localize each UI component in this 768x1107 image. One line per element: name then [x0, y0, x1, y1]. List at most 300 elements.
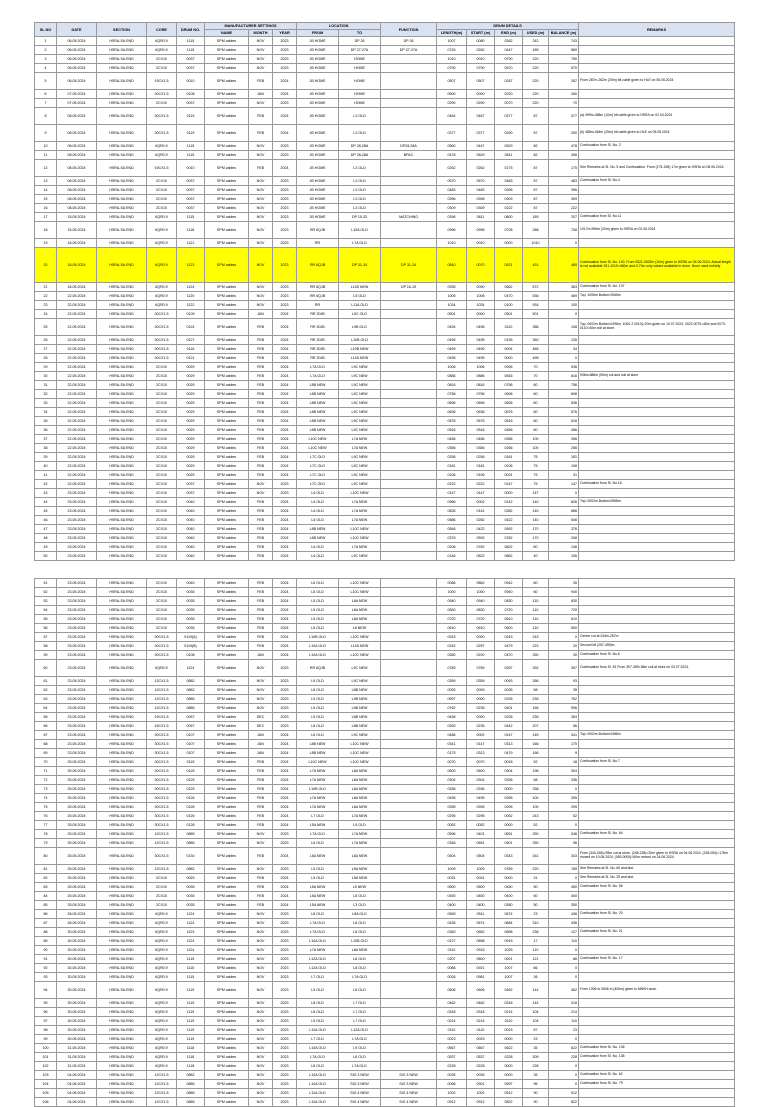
table-row: [35, 1044, 735, 1053]
cell-balance: 70: [549, 99, 579, 108]
cell-section: HSRA-SA END: [97, 1035, 147, 1044]
cell-drum: 0029: [177, 426, 205, 435]
cell-end: 0898: [495, 928, 523, 937]
cell-year: 2024: [273, 363, 297, 372]
cell-used: 90: [523, 1089, 549, 1098]
cell-name: SPM cables: [205, 794, 249, 803]
cell-name: SPM cables: [205, 633, 249, 642]
cell-name: SPM cables: [205, 498, 249, 507]
cell-sl: 65: [35, 713, 57, 722]
table-row: [35, 1017, 735, 1026]
cell-year: 2023: [273, 480, 297, 489]
cell-name: SPM cables: [205, 812, 249, 821]
cell-start: 0537: [467, 1053, 495, 1062]
cell-balance: 377: [549, 108, 579, 125]
cell-month: FEB: [249, 624, 273, 633]
table-row: [35, 821, 735, 830]
cell-year: 2023: [273, 489, 297, 498]
cell-core: 30CX1.5: [147, 821, 177, 830]
cell-to: L7A NEW: [339, 435, 381, 444]
cell-year: 2023: [273, 46, 297, 55]
table-row: [35, 46, 735, 55]
cell-start: 0228: [467, 1062, 495, 1071]
cell-month: NOV: [249, 46, 273, 55]
cell-drum: 0040: [177, 543, 205, 552]
cell-length: 0376: [437, 534, 467, 543]
cell-remarks: [579, 453, 735, 462]
cell-remarks: [579, 435, 735, 444]
cell-start: 0052: [467, 821, 495, 830]
cell-core: 12CX1.5: [147, 839, 177, 848]
cell-drum: 0108: [177, 651, 205, 660]
cell-month: FEB: [249, 776, 273, 785]
cell-drum: 0037: [177, 177, 205, 186]
cell-end: 0000: [495, 785, 523, 794]
cell-end: 0816: [495, 372, 523, 381]
cell-drum: 0040: [177, 525, 205, 534]
cell-end: 0309: [495, 195, 523, 204]
cell-from: L5A NEW: [297, 901, 339, 910]
cell-section: HSRA-SA END: [97, 660, 147, 677]
cell-name: SPM cables: [205, 964, 249, 973]
cell-balance: 743: [549, 37, 579, 46]
cell-sl: 34: [35, 408, 57, 417]
cell-name: SPM cables: [205, 160, 249, 177]
cell-section: HSRA-SA END: [97, 928, 147, 937]
cell-end: 0395: [495, 794, 523, 803]
cell-core: 6QR0.9: [147, 1017, 177, 1026]
cell-to: L9C NEW: [339, 677, 381, 686]
cell-core: 2CX10: [147, 363, 177, 372]
cell-function: [381, 516, 437, 525]
cell-drum: 1124: [177, 660, 205, 677]
cell-used: 572: [523, 283, 549, 292]
cell-year: 2024: [273, 606, 297, 615]
cell-function: [381, 1035, 437, 1044]
cell-from: L8B NEW: [297, 417, 339, 426]
cell-section: HSRA-SA END: [97, 399, 147, 408]
cell-balance: 106: [549, 462, 579, 471]
cell-drum: 0882: [177, 686, 205, 695]
cell-drum: 0029: [177, 417, 205, 426]
cell-date: 23.05.2024: [57, 489, 97, 498]
table-row: [35, 142, 735, 151]
table-header: [35, 23, 735, 37]
cell-remarks: From 287m-262m (25m) bit cable given to HLE on 06.05.2024: [579, 73, 735, 90]
cell-sl: 37: [35, 435, 57, 444]
cell-month: FEB: [249, 125, 273, 142]
cell-remarks: [579, 1062, 735, 1071]
cell-section: HSRA-SA END: [97, 982, 147, 999]
cell-start: 0257: [467, 642, 495, 651]
cell-to: L6A NEW: [339, 946, 381, 955]
cell-length: 1005: [437, 292, 467, 301]
cell-from: L7A OLD: [297, 363, 339, 372]
cell-function: [381, 354, 437, 363]
cell-start: 0500: [467, 767, 495, 776]
cell-remarks: Continuation from Sl. No.11: [579, 213, 735, 222]
cell-core: 6QR0.9: [147, 142, 177, 151]
cell-used: 58: [523, 686, 549, 695]
cell-from: L7A OLD: [297, 1053, 339, 1062]
table-row: [35, 686, 735, 695]
cell-balance: 456: [549, 426, 579, 435]
cell-function: [381, 794, 437, 803]
cell-drum: 1115: [177, 37, 205, 46]
cell-used: 104: [523, 1008, 549, 1017]
cell-remarks: [579, 516, 735, 525]
table-row: [35, 435, 735, 444]
cell-sl: 24: [35, 310, 57, 319]
cell-start: 0570: [467, 177, 495, 186]
cell-year: 2023: [273, 713, 297, 722]
cell-from: JB HOME: [297, 64, 339, 73]
cell-from: L9 OLD: [297, 677, 339, 686]
cell-end: 0235: [495, 695, 523, 704]
cell-balance: 436: [549, 910, 579, 919]
cell-name: SPM cables: [205, 248, 249, 283]
cell-to: L3 OLD: [339, 125, 381, 142]
cell-remarks: (b) 488m-464m (25m) bit cable given to HLE on 05.05.2024: [579, 125, 735, 142]
cell-balance: 396: [549, 151, 579, 160]
cell-from: L10C NEW: [297, 444, 339, 453]
cell-length: 1007: [437, 37, 467, 46]
cell-core: 2CX10: [147, 525, 177, 534]
cell-length: 0686: [437, 516, 467, 525]
cell-used: 90: [523, 1098, 549, 1107]
cell-from: L11A OLD: [297, 1089, 339, 1098]
cell-from: L8B NEW: [297, 740, 339, 749]
cell-name: SPM cables: [205, 749, 249, 758]
cell-section: HSRA-SA END: [97, 677, 147, 686]
cell-name: SPM cables: [205, 937, 249, 946]
cell-to: SIG 4 NEW: [339, 1098, 381, 1107]
cell-name: SPM cables: [205, 919, 249, 928]
cell-remarks: 936m-886m (50m) cut and coil at store: [579, 372, 735, 381]
cell-section: HSRA-SA END: [97, 55, 147, 64]
cell-remarks: Continuation from Sl. No. 136: [579, 1044, 735, 1053]
cell-section: HSRA-SA END: [97, 1044, 147, 1053]
cell-used: 100: [523, 803, 549, 812]
cell-end: 0031: [495, 471, 523, 480]
cell-balance: 822: [549, 1098, 579, 1107]
cell-section: HSRA-SA END: [97, 946, 147, 955]
cell-name: SPM cables: [205, 955, 249, 964]
cell-sl: 8: [35, 108, 57, 125]
cell-name: SPM cables: [205, 1044, 249, 1053]
cell-sl: 5: [35, 73, 57, 90]
cell-to: L3 OLD: [339, 195, 381, 204]
cell-end: 0479: [495, 642, 523, 651]
cell-month: FEB: [249, 417, 273, 426]
cell-drum: 0029: [177, 408, 205, 417]
cell-from: L5A NEW: [297, 821, 339, 830]
cell-balance: 376: [549, 525, 579, 534]
cell-section: HSRA-SA END: [97, 633, 147, 642]
cell-end: 0447: [495, 46, 523, 55]
cell-year: 2024: [273, 453, 297, 462]
cell-sl: 30: [35, 372, 57, 381]
cell-remarks: [579, 55, 735, 64]
cell-start: 0290: [467, 99, 495, 108]
cell-from: L9 OLD: [297, 982, 339, 999]
cell-to: L9C NEW: [339, 462, 381, 471]
cell-remarks: [579, 624, 735, 633]
cell-function: [381, 186, 437, 195]
cell-remarks: [579, 821, 735, 830]
cell-to: L10C NEW: [339, 740, 381, 749]
cell-from: L8 OLD: [297, 686, 339, 695]
cell-core: 6QR0.9: [147, 1053, 177, 1062]
cell-end: 0350: [495, 901, 523, 910]
cell-date: 30.05.2024: [57, 1035, 97, 1044]
cell-name: SPM cables: [205, 695, 249, 704]
table-row: [35, 310, 735, 319]
cell-date: 22.05.2024: [57, 354, 97, 363]
cell-month: NOV: [249, 677, 273, 686]
cell-date: 08.05.2024: [57, 186, 97, 195]
cell-used: 147: [523, 489, 549, 498]
cell-name: SPM cables: [205, 345, 249, 354]
cell-from: L8B NEW: [297, 534, 339, 543]
cell-drum: 0037: [177, 55, 205, 64]
cell-core: 30CX1.5: [147, 767, 177, 776]
cell-end: 0610: [495, 615, 523, 624]
table-row: [35, 498, 735, 507]
cell-start: 0309: [467, 204, 495, 213]
cell-end: 0800: [495, 213, 523, 222]
cell-month: NOV: [249, 839, 273, 848]
cell-balance: 343: [549, 848, 579, 865]
cell-end: 0400: [495, 892, 523, 901]
cell-date: 23.05.2024: [57, 615, 97, 624]
cell-used: 23: [523, 1035, 549, 1044]
cell-to: HOME: [339, 90, 381, 99]
cell-date: 22.05.2024: [57, 301, 97, 310]
cell-remarks: [579, 1089, 735, 1098]
cell-section: HSRA-SA END: [97, 480, 147, 489]
cell-function: MATCHING: [381, 213, 437, 222]
cell-date: 22.05.2024: [57, 319, 97, 336]
cell-length: 0110: [437, 1026, 467, 1035]
cell-year: 2023: [273, 283, 297, 292]
cell-section: HSRA-SA END: [97, 955, 147, 964]
cell-name: SPM cables: [205, 534, 249, 543]
cell-date: 23.05.2024: [57, 713, 97, 722]
cell-month: FEB: [249, 812, 273, 821]
cell-sl: 67: [35, 731, 57, 740]
cell-sl: 102: [35, 1062, 57, 1071]
cell-to: L6A NEW: [339, 606, 381, 615]
cell-sl: 48: [35, 534, 57, 543]
cell-section: HSRA-SA END: [97, 713, 147, 722]
cell-month: FEB: [249, 579, 273, 588]
cell-length: 0214: [437, 1017, 467, 1026]
cell-core: 30CX1.5: [147, 108, 177, 125]
cell-date: 25.05.2024: [57, 821, 97, 830]
cell-month: NOV: [249, 204, 273, 213]
cell-length: 0464: [437, 108, 467, 125]
cell-remarks: [579, 408, 735, 417]
cell-year: 2024: [273, 345, 297, 354]
cell-name: SPM cables: [205, 319, 249, 336]
cell-to: L9C NEW: [339, 660, 381, 677]
cell-start: 0422: [467, 525, 495, 534]
cell-name: SPM cables: [205, 1080, 249, 1089]
cell-core: 12CX1.5: [147, 865, 177, 874]
cell-section: HSRA-SA END: [97, 142, 147, 151]
cell-to: L5 OLD: [339, 821, 381, 830]
cell-balance: 450: [549, 883, 579, 892]
table-row: [35, 552, 735, 561]
cell-section: HSRA-SA END: [97, 812, 147, 821]
cell-start: 0667: [467, 1044, 495, 1053]
cell-to: L10C NEW: [339, 489, 381, 498]
cell-name: SPM cables: [205, 660, 249, 677]
cell-drum: 0035: [177, 883, 205, 892]
cell-function: [381, 848, 437, 865]
cell-used: 220: [523, 99, 549, 108]
cell-start: 0282: [467, 516, 495, 525]
cell-function: [381, 642, 437, 651]
cell-name: SPM cables: [205, 1062, 249, 1071]
cell-month: JAN: [249, 749, 273, 758]
cell-used: 140: [523, 507, 549, 516]
cell-end: 0000: [495, 1035, 523, 1044]
cell-function: [381, 892, 437, 901]
cell-section: HSRA-SA END: [97, 785, 147, 794]
table-row: [35, 731, 735, 740]
cell-used: 386: [523, 319, 549, 336]
cell-month: NOV: [249, 99, 273, 108]
cell-balance: 395: [549, 794, 579, 803]
table-row: [35, 543, 735, 552]
cell-sl: 62: [35, 686, 57, 695]
cell-balance: 96: [549, 839, 579, 848]
cell-remarks: [579, 749, 735, 758]
cell-from: L6 OLD: [297, 498, 339, 507]
cell-used: 87: [523, 177, 549, 186]
cell-sl: 76: [35, 812, 57, 821]
table-row: [35, 222, 735, 239]
table-row: [35, 803, 735, 812]
cell-date: 23.05.2024: [57, 695, 97, 704]
cell-from: RR 30JB: [297, 310, 339, 319]
cell-date: 25.05.2024: [57, 803, 97, 812]
cell-core: 30CX1.5: [147, 125, 177, 142]
cell-length: 0560: [437, 142, 467, 151]
cell-drum: 1119: [177, 1008, 205, 1017]
cell-balance: 0: [549, 633, 579, 642]
cell-date: 08.05.2024: [57, 125, 97, 142]
cell-balance: 940: [549, 588, 579, 597]
cell-function: [381, 507, 437, 516]
header-year: YEAR: [273, 30, 297, 37]
cell-used: 17: [523, 937, 549, 946]
cell-drum: 0130: [177, 848, 205, 865]
cell-to: L5 NEW: [339, 883, 381, 892]
cell-from: L7A NEW: [297, 776, 339, 785]
cell-balance: 912: [549, 1089, 579, 1098]
cell-section: HSRA-SA END: [97, 722, 147, 731]
cell-from: JB HOME: [297, 73, 339, 90]
cell-start: 0499: [467, 345, 495, 354]
cell-balance: 110: [549, 937, 579, 946]
cell-date: 25.05.2024: [57, 794, 97, 803]
cell-name: SPM cables: [205, 426, 249, 435]
cell-section: HSRA-SA END: [97, 615, 147, 624]
cell-year: 2023: [273, 239, 297, 248]
cell-length: 0206: [437, 543, 467, 552]
cell-name: SPM cables: [205, 686, 249, 695]
cell-sl: 4: [35, 64, 57, 73]
cell-to: L3 OLD: [339, 901, 381, 910]
cell-section: HSRA-SA END: [97, 776, 147, 785]
cell-length: 0486: [437, 731, 467, 740]
cell-month: JAN: [249, 731, 273, 740]
cell-end: 0000: [495, 239, 523, 248]
cell-date: 23.05.2024: [57, 597, 97, 606]
cell-used: 50: [523, 892, 549, 901]
table-row: [35, 740, 735, 749]
cell-remarks: [579, 301, 735, 310]
cell-section: HSRA-SA END: [97, 883, 147, 892]
cell-section: HSRA-SA END: [97, 186, 147, 195]
cell-name: SPM cables: [205, 471, 249, 480]
cell-date: 23.05.2024: [57, 543, 97, 552]
cell-section: HSRA-SA END: [97, 345, 147, 354]
cell-end: 0000: [495, 821, 523, 830]
cell-used: 536: [523, 292, 549, 301]
cell-core: 6QR0.9: [147, 37, 177, 46]
header-start: START (m): [467, 30, 495, 37]
cell-drum: 1119: [177, 982, 205, 999]
cell-function: [381, 910, 437, 919]
cell-balance: 34: [549, 345, 579, 354]
cell-from: RR 6QJB: [297, 248, 339, 283]
cell-balance: 346: [549, 830, 579, 839]
cable-register-table: [34, 22, 735, 561]
cell-balance: 207: [549, 213, 579, 222]
cell-length: 0504: [437, 848, 467, 865]
cell-sl: 79: [35, 839, 57, 848]
cell-balance: 146: [549, 543, 579, 552]
cell-drum: 0029: [177, 462, 205, 471]
cell-start: 0789: [467, 660, 495, 677]
cell-year: 2023: [273, 677, 297, 686]
cell-year: 2024: [273, 758, 297, 767]
cell-remarks: See Remarks at Sl. No. 29 and last.: [579, 874, 735, 883]
cell-month: FEB: [249, 108, 273, 125]
cell-drum: 0885: [177, 1089, 205, 1098]
cell-balance: 318: [549, 999, 579, 1008]
cell-to: L6A NEW: [339, 785, 381, 794]
cell-from: RR 30JB: [297, 345, 339, 354]
cell-remarks: Continuation from Sl. No.16: [579, 480, 735, 489]
cell-start: 0450: [467, 892, 495, 901]
cell-drum: 0035: [177, 624, 205, 633]
cell-start: 0467: [467, 108, 495, 125]
cell-sl: 106: [35, 1098, 57, 1107]
cell-name: SPM cables: [205, 222, 249, 239]
cell-sl: 55: [35, 615, 57, 624]
cell-length: 0507: [437, 73, 467, 90]
cell-drum: 0882: [177, 1071, 205, 1080]
cell-core: 2CX10: [147, 480, 177, 489]
cell-start: 0606: [467, 982, 495, 999]
cell-from: L9 OLD: [297, 704, 339, 713]
cell-length: 0667: [437, 1044, 467, 1053]
